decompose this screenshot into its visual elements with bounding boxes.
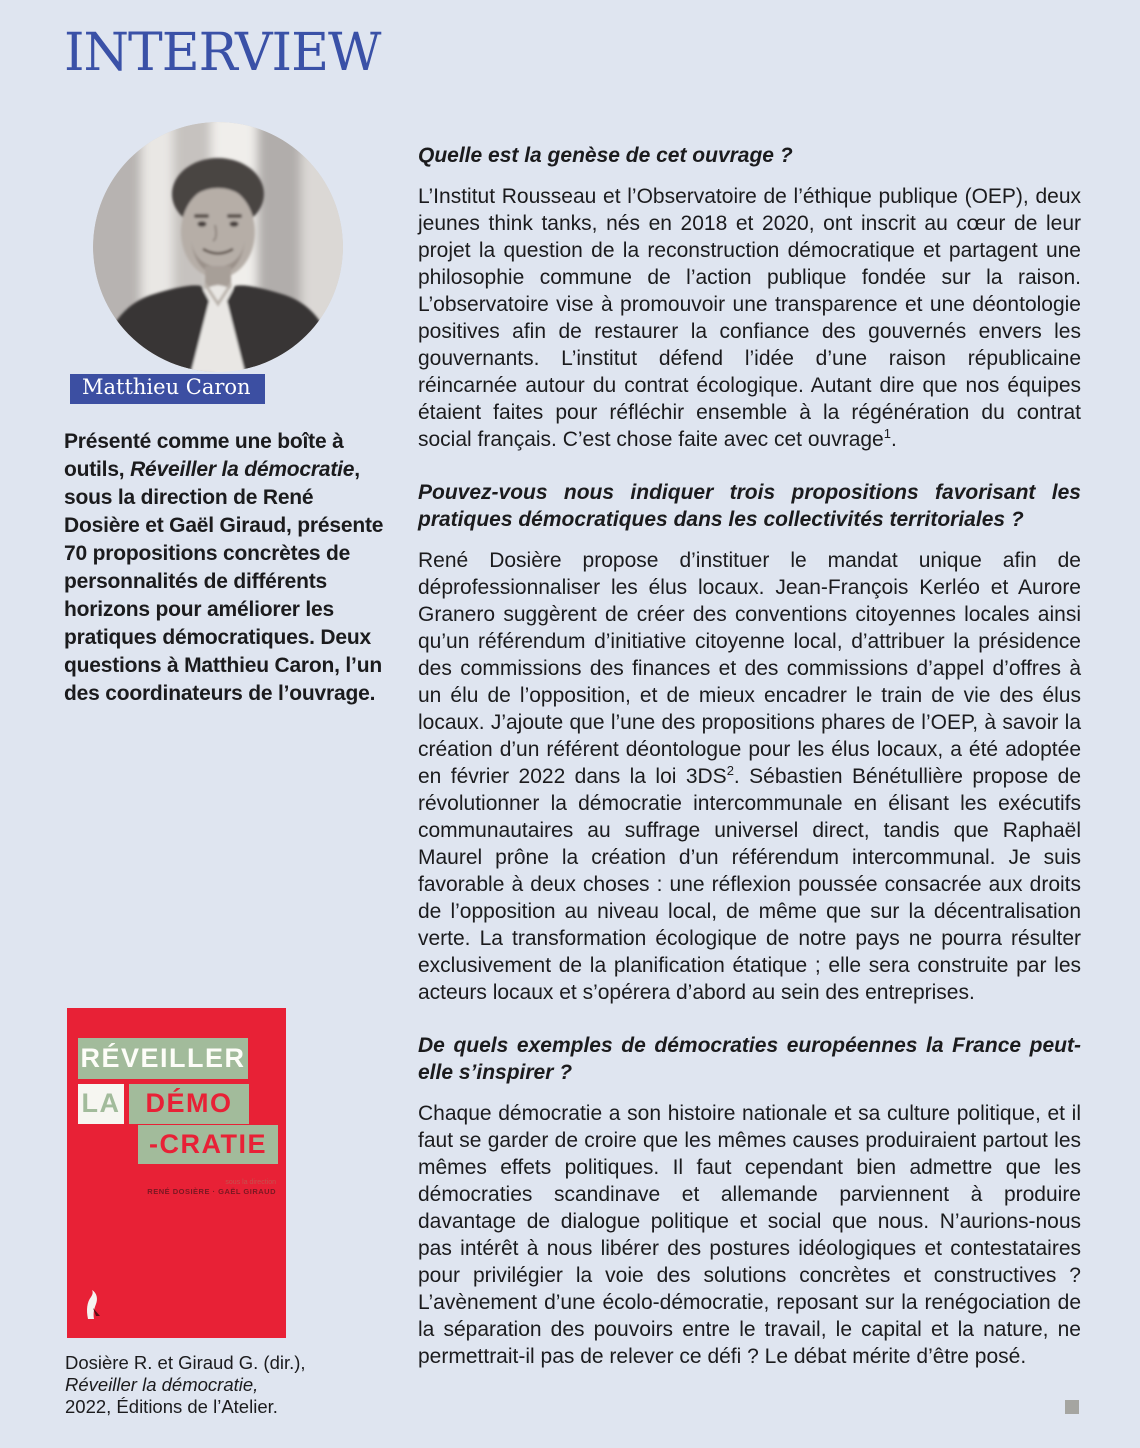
cover-title-line1: RÉVEILLER xyxy=(78,1038,248,1079)
answer-3 xyxy=(418,1100,1081,1370)
cover-title-line3: -CRATIE xyxy=(138,1125,278,1164)
cover-direction-label: sous la direction xyxy=(225,1178,276,1186)
cover-authors-block xyxy=(147,1178,276,1196)
footnote-2-marker: 2 xyxy=(726,762,734,778)
end-of-article-marker xyxy=(1065,1400,1079,1414)
answer-2 xyxy=(418,547,1081,1006)
question-3: De quels exemples de démocraties européennes la France peut-elle s’inspirer ? xyxy=(418,1033,1081,1084)
atelier-publisher-logo-icon xyxy=(84,1290,102,1320)
cover-title-line2b: DÉMO xyxy=(129,1084,249,1124)
question-2: Pouvez-vous nous indiquer trois propositions favorisant les pratiques démocratiques dans les collectivités territoriales ? xyxy=(418,480,1081,531)
portrait-photo-illustration xyxy=(93,122,343,372)
two-column-layout xyxy=(64,114,1081,1418)
intro-book-title: Réveiller la démocratie xyxy=(130,457,355,481)
answer-1-tail: . xyxy=(890,427,897,451)
portrait-photo xyxy=(93,122,343,372)
book-caption xyxy=(65,1352,394,1418)
name-plate: Matthieu Caron xyxy=(70,374,265,404)
sidebar-column xyxy=(64,114,394,1418)
intro-text xyxy=(64,428,394,740)
book-cover xyxy=(67,1008,286,1338)
intro-part2: , sous la direction de René Dosière et Gaël Giraud, présente 70 propositions concrètes de personnalités de différents horizons pour améliorer les pratiques démocratiques. Deux questions à Matthieu Caron, l’un des coordinateurs de l’ouvrage. xyxy=(64,457,384,705)
caption-line1: Dosière R. et Giraud G. (dir.), xyxy=(65,1351,306,1373)
footnote-1-marker: 1 xyxy=(883,425,891,441)
answer-3-text: Chaque démocratie a son histoire nationale et sa culture politique, et il faut se garder de croire que les mêmes causes produiraient partout les mêmes effets politiques. Il faut cependant bien admettre que les démocraties scandinave et allemande parviennent à produire davantage de dialogue politique et social que nous. N’aurions-nous pas intérêt à nous libérer des postures idéologiques et contestataires pour privilégier la voie des solutions concrètes et constructives ? L’avènement d’une écolo-démocratie, reposant sur la renégociation de la séparation des pouvoirs entre le travail, le capital et la nature, ne permettrait-il pas de relever ce défi ? Le débat mérite d’être posé. xyxy=(418,1101,1081,1368)
answer-2-tail: . Sébastien Bénétullière propose de révolutionner la démocratie intercommunale en élisant les exécutifs communautaires au suffrage universel direct, tandis que Raphaël Maurel prône la création d’un référendum intercommunal. Je suis favorable à deux choses : une réflexion poussée consacrée aux droits de l’opposition au niveau local, de même que sur la décentralisation verte. La transformation écologique de notre pays ne pourra résulter exclusivement de la planification étatique ; elle sera construite par les acteurs locaux et s’opérera d’abord au sein des entreprises. xyxy=(418,764,1081,1004)
intro-part1: Présenté comme une boîte à outils, xyxy=(64,429,344,481)
answer-1-text: L’Institut Rousseau et l’Observatoire de l’éthique publique (OEP), deux jeunes think tanks, nés en 2018 et 2020, ont inscrit au cœur de leur projet la question de la reconstruction démocratique et partagent une philosophie commune de l’action publique fondée sur la raison. L’observatoire vise à promouvoir une transparence et une déontologie positives afin de restaurer la confiance des gouvernés envers les gouvernants. L’institut défend l’idée d’une raison républicaine réincarnée autour du contrat écologique. Autant dire que nos équipes étaient faites pour réfléchir ensemble à la régénération du contrat social français. C’est chose faite avec cet ouvrage xyxy=(418,184,1081,451)
question-1: Quelle est la genèse de cet ouvrage ? xyxy=(418,143,793,167)
interview-body-column xyxy=(418,114,1081,1414)
caption-line3: 2022, Éditions de l’Atelier. xyxy=(65,1395,278,1417)
answer-1 xyxy=(418,183,1081,453)
caption-line2: Réveiller la démocratie, xyxy=(65,1373,259,1395)
page-title: INTERVIEW xyxy=(64,23,381,83)
cover-title-line2a: LA xyxy=(78,1084,124,1124)
answer-2-text: René Dosière propose d’instituer le mandat unique afin de déprofessionnaliser les élus locaux. Jean-François Kerléo et Aurore Granero suggèrent de créer des conventions citoyennes locales ainsi qu’un référendum d’initiative citoyenne local, d’attribuer la présidence des commissions des finances et des commissions d’appel d’offres à un élu de l’opposition, et de mieux encadrer le train de vie des élus locaux. J’ajoute que l’une des propositions phares de l’OEP, à savoir la création d’un référent déontologue pour les élus locaux, a été adoptée en février 2022 dans la loi 3DS xyxy=(418,548,1081,788)
cover-author-names: RENÉ DOSIÈRE · GAËL GIRAUD xyxy=(147,1186,276,1196)
